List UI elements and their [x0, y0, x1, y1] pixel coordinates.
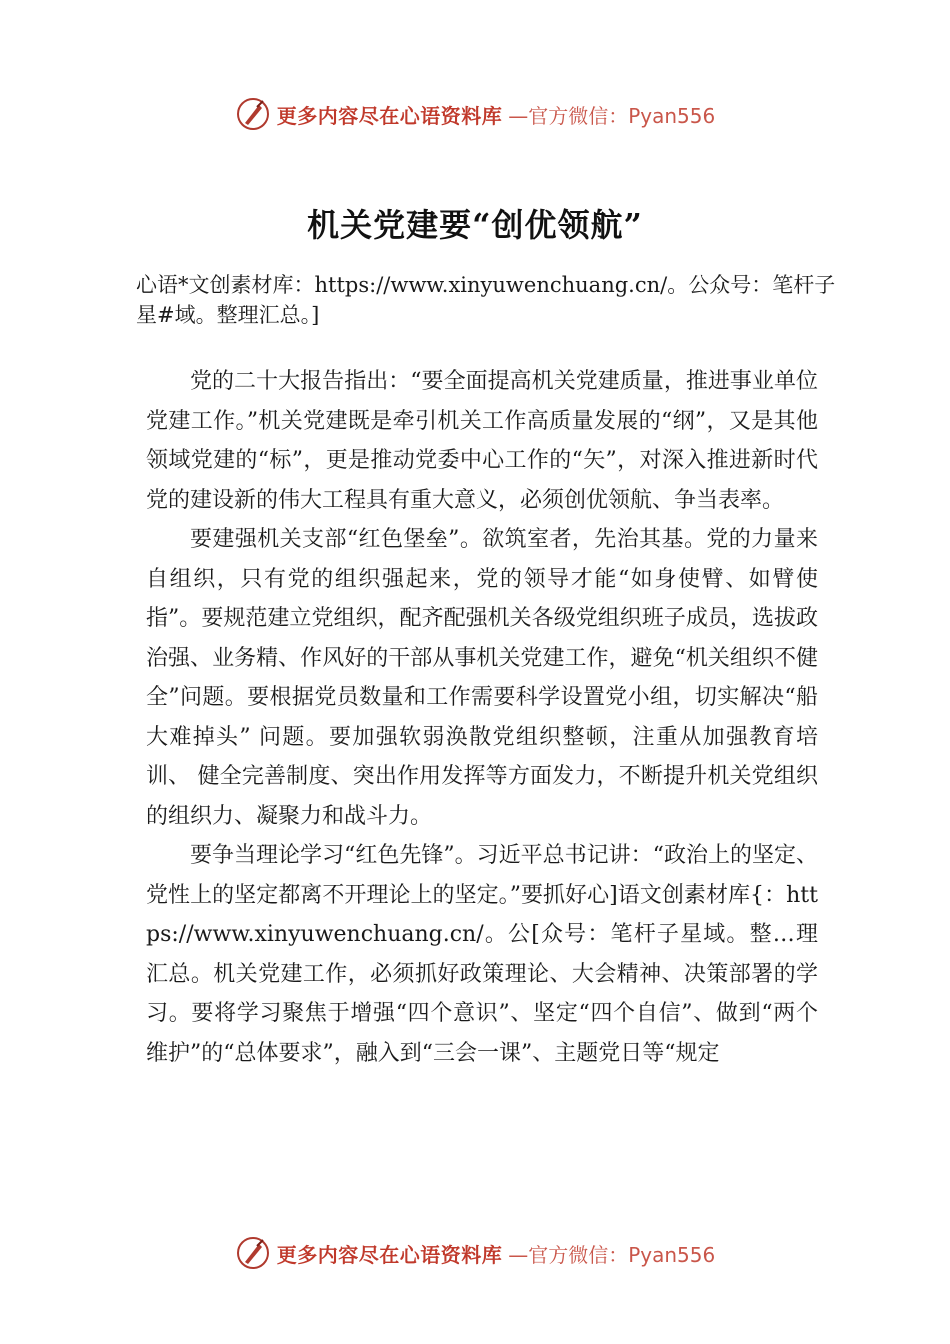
watermark-banner-top — [0, 92, 950, 136]
paragraph: 要建强机关支部“红色堡垒”。欲筑室者，先治其基。党的力量来自组织，只有党的组织强起来，党的领导才能“如身使臂、如臂使指”。要规范建立党组织，配齐配强机关各级党组织班子成员，选拔政治强、业务精、作风好的干部从事机关党建工作，避免“机关组织不健全”问题。要根据党员数量和工作需要科学设置党小组，切实解决“船大难掉头” 问题。要加强软弱涣散党组织整顿，注重从加强教育培训、 健全完善制度、突出作用发挥等方面发力，不断提升机关党组织的组织力、凝聚力和战斗力。 — [146, 527, 818, 829]
document-body — [146, 362, 818, 1073]
watermark-main-text: 更多内容尽在心语资料库 — [276, 1242, 503, 1267]
watermark-main-text: 更多内容尽在心语资料库 — [276, 103, 503, 128]
source-line: 心语*文创素材库：https://www.xinyuwenchuang.cn/。公众号：笔杆子星#域。整理汇总。] — [136, 273, 836, 327]
document-title: 机关党建要“创优领航” — [307, 206, 643, 244]
watermark-wechat-text: —官方微信：Pyan556 — [508, 1242, 716, 1267]
paragraph: 要争当理论学习“红色先锋”。习近平总书记讲：“政治上的坚定、党性上的坚定都离不开理论上的坚定。”要抓好心]语文创素材库{：https://www.xinyuwenchuang.cn/。公[众号：笔杆子星域。整…理汇总。机关党建工作，必须抓好政策理论、大会精神、决策部署的学习。要将学习聚焦于增强“四个意识”、坚定“四个自信”、做到“两个维护”的“总体要求”，融入到“三会一课”、主题党日等“规定 — [146, 843, 818, 1066]
quill-pen-logo-icon — [235, 1235, 271, 1271]
paragraph: 党的二十大报告指出：“要全面提高机关党建质量，推进事业单位党建工作。”机关党建既是牵引机关工作高质量发展的“纲”，又是其他领域党建的“标”，更是推动党委中心工作的“矢”，对深入推进新时代党的建设新的伟大工程具有重大意义，必须创优领航、争当表率。 — [146, 369, 818, 513]
watermark-wechat-text: —官方微信：Pyan556 — [508, 103, 716, 128]
watermark-banner-bottom — [0, 1231, 950, 1275]
quill-pen-logo-icon — [235, 96, 271, 132]
